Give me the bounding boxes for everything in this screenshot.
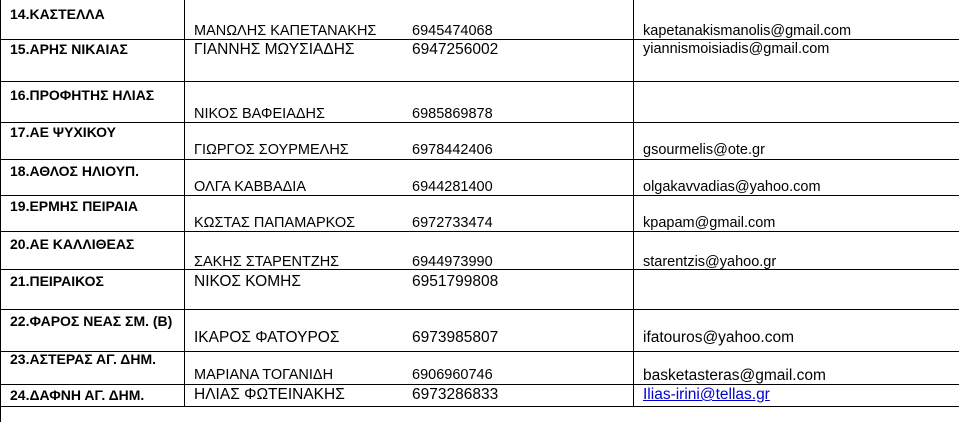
club-name: 19.ΕΡΜΗΣ ΠΕΙΡΑΙΑ — [10, 198, 138, 214]
club-name: 21.ΠΕΙΡΑΙΚΟΣ — [10, 273, 104, 289]
contact-phone: 6978442406 — [412, 142, 493, 158]
table-row — [1, 352, 959, 385]
club-name: 17.ΑΕ ΨΥΧΙΚΟΥ — [10, 124, 116, 140]
club-name: 24.ΔΑΦΝΗ ΑΓ. ΔΗΜ. — [10, 387, 145, 403]
contact-name: ΝΙΚΟΣ ΚΟΜΗΣ — [194, 273, 301, 290]
club-name: 20.ΑΕ ΚΑΛΛΙΘΕΑΣ — [10, 236, 135, 252]
club-name: 14.ΚΑΣΤΕΛΛΑ — [10, 6, 105, 22]
club-name: 23.ΑΣΤΕΡΑΣ ΑΓ. ΔΗΜ. — [10, 351, 157, 367]
contact-name: ΜΑΝΩΛΗΣ ΚΑΠΕΤΑΝΑΚΗΣ — [194, 23, 377, 39]
contact-email: gsourmelis@ote.gr — [643, 142, 765, 158]
contact-email: olgakavvadias@yahoo.com — [643, 179, 821, 195]
contact-email: starentzis@yahoo.gr — [643, 254, 777, 270]
club-name: 15.ΑΡΗΣ ΝΙΚΑΙΑΣ — [10, 41, 128, 57]
club-name: 16.ΠΡΟΦΗΤΗΣ ΗΛΙΑΣ — [10, 87, 155, 103]
contact-name: ΚΩΣΤΑΣ ΠΑΠΑΜΑΡΚΟΣ — [194, 215, 356, 231]
contact-phone: 6947256002 — [412, 41, 499, 58]
contact-email: basketasteras@gmail.com — [643, 367, 826, 384]
table-row — [1, 385, 959, 407]
contact-name: ΜΑΡΙΑΝΑ ΤΟΓΑΝΙΔΗ — [194, 367, 334, 383]
club-name: 22.ΦΑΡΟΣ ΝΕΑΣ ΣΜ. (Β) — [10, 313, 173, 329]
contact-phone: 6973985807 — [412, 329, 499, 346]
contact-email: ifatouros@yahoo.com — [643, 329, 795, 346]
contact-email: kapetanakismanolis@gmail.com — [643, 23, 852, 39]
contact-name: ΣΑΚΗΣ ΣΤΑΡΕΝΤΖΗΣ — [194, 254, 340, 270]
table-row — [1, 0, 959, 40]
contact-phone: 6972733474 — [412, 215, 493, 231]
table-row — [1, 196, 959, 232]
contact-phone: 6944281400 — [412, 179, 493, 195]
contact-phone: 6985869878 — [412, 106, 493, 122]
contact-name: ΓΙΩΡΓΟΣ ΣΟΥΡΜΕΛΗΣ — [194, 142, 349, 158]
club-name: 18.ΑΘΛΟΣ ΗΛΙΟΥΠ. — [10, 163, 140, 179]
contact-phone: 6944973990 — [412, 254, 493, 270]
contact-email-link[interactable]: Ilias-irini@tellas.gr — [643, 386, 770, 403]
table-row — [1, 82, 959, 123]
contact-name: ΙΚΑΡΟΣ ΦΑΤΟΥΡΟΣ — [194, 329, 340, 346]
contact-name: ΓΙΑΝΝΗΣ ΜΩΥΣΙΑΔΗΣ — [194, 41, 355, 58]
table-row — [1, 270, 959, 310]
contact-phone: 6951799808 — [412, 273, 499, 290]
table-row — [1, 310, 959, 352]
contact-phone: 6973286833 — [412, 386, 499, 403]
contact-name: ΟΛΓΑ ΚΑΒΒΑΔΙΑ — [194, 179, 306, 195]
table-row — [1, 160, 959, 196]
contact-phone: 6906960746 — [412, 367, 493, 383]
table-row — [1, 123, 959, 160]
table-row — [1, 40, 959, 82]
contact-phone: 6945474068 — [412, 23, 493, 39]
contact-name: ΝΙΚΟΣ ΒΑΦΕΙΑΔΗΣ — [194, 106, 325, 122]
contact-email: kpapam@gmail.com — [643, 215, 776, 231]
table-row — [1, 232, 959, 270]
contact-name: ΗΛΙΑΣ ΦΩΤΕΙΝΑΚΗΣ — [194, 386, 345, 403]
contact-email: yiannismoisiadis@gmail.com — [643, 41, 830, 57]
